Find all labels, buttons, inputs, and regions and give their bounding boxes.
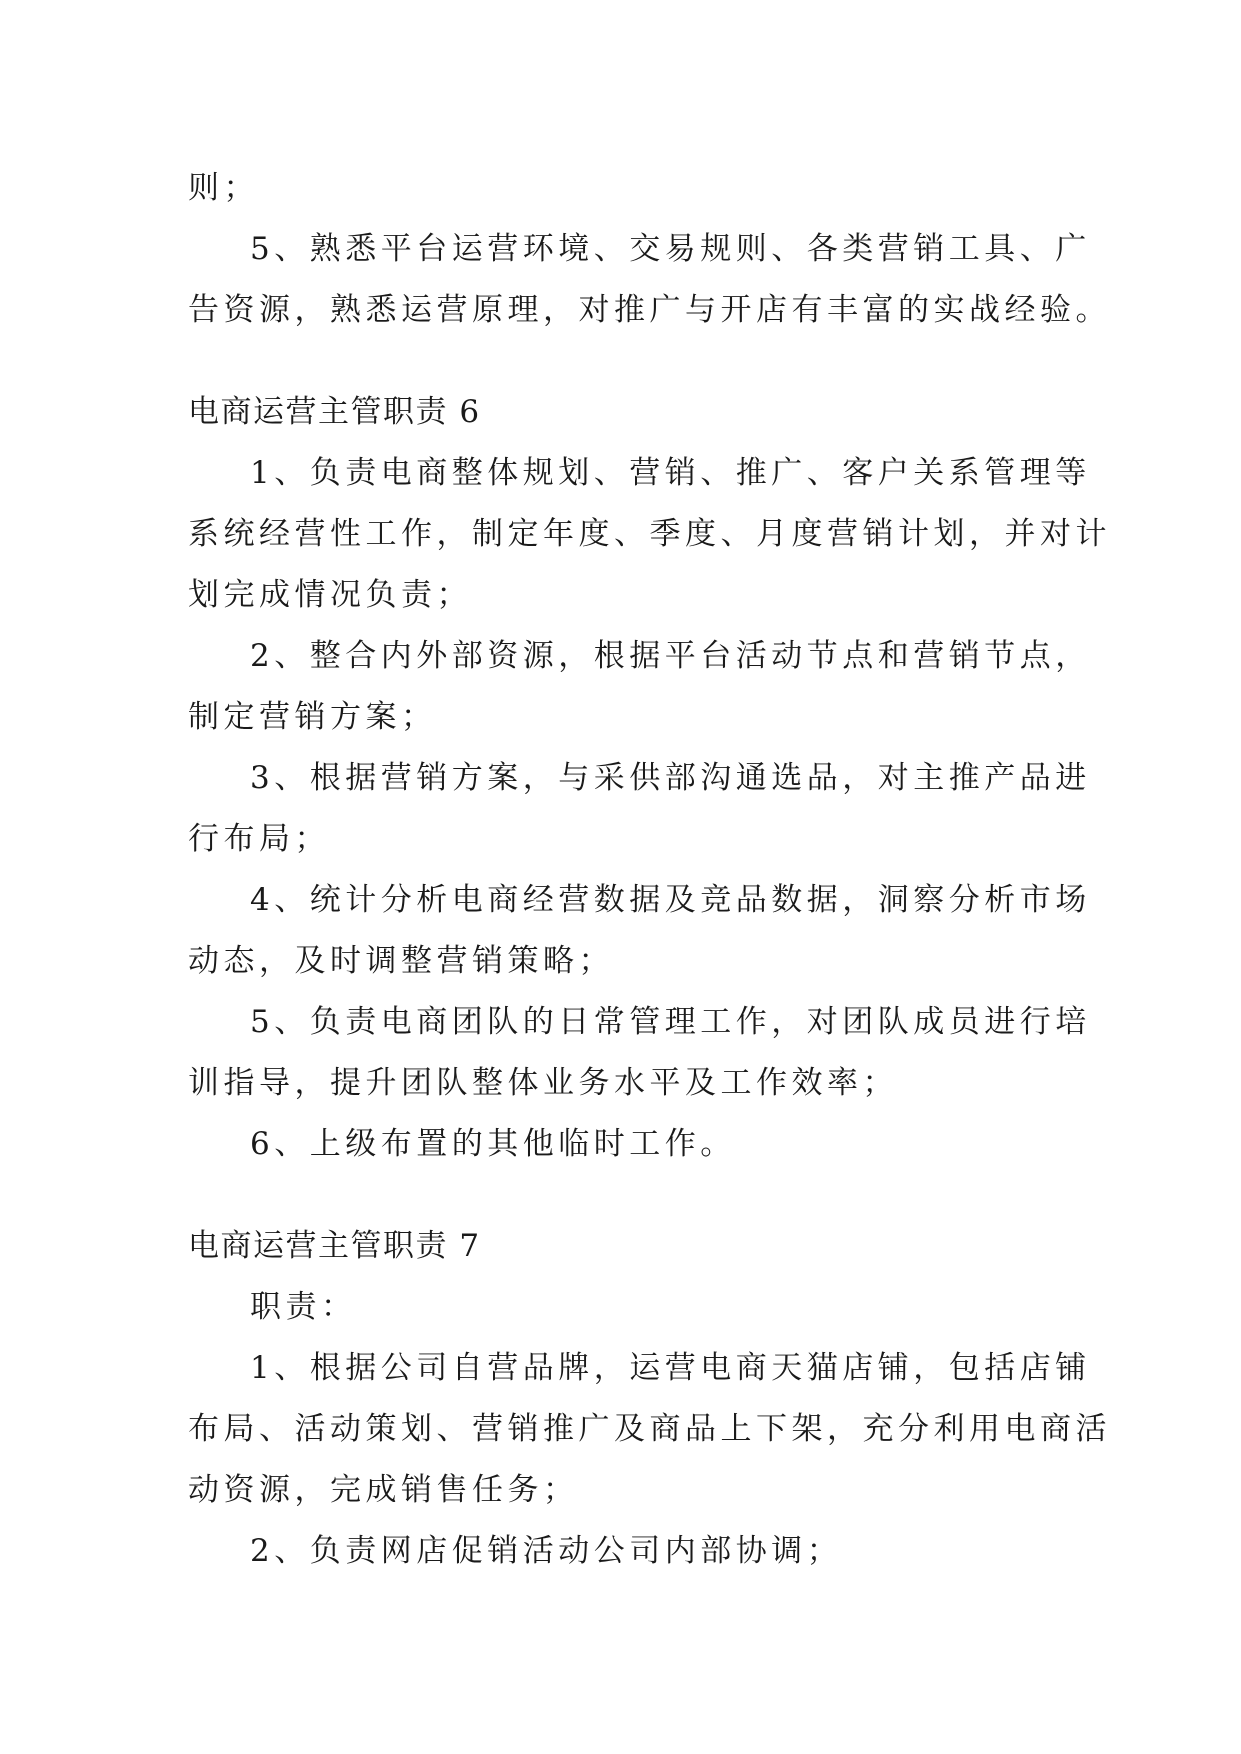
paragraph-line: 布局、活动策划、营销推广及商品上下架，充分利用电商活 [188, 1411, 1111, 1447]
paragraph-line: 5、负责电商团队的日常管理工作，对团队成员进行培 [250, 1004, 1091, 1040]
paragraph-line: 3、根据营销方案，与采供部沟通选品，对主推产品进 [250, 760, 1091, 796]
section-heading: 电商运营主管职责 6 [188, 394, 481, 430]
section-spacer [188, 1175, 1054, 1216]
paragraph-line: 告资源，熟悉运营原理，对推广与开店有丰富的实战经验。 [188, 292, 1111, 328]
paragraph-line: 则； [188, 170, 259, 206]
paragraph-line: 行布局； [188, 821, 330, 857]
paragraph-line: 5、熟悉平台运营环境、交易规则、各类营销工具、广 [250, 231, 1091, 267]
section-spacer [188, 341, 1054, 382]
section-heading: 电商运营主管职责 7 [188, 1228, 481, 1264]
paragraph-line: 训指导，提升团队整体业务水平及工作效率； [188, 1065, 898, 1101]
document-body [188, 158, 1111, 1582]
paragraph-line: 职责： [250, 1289, 357, 1325]
paragraph-line: 动态，及时调整营销策略； [188, 943, 614, 979]
paragraph-line: 1、负责电商整体规划、营销、推广、客户关系管理等 [250, 455, 1091, 491]
paragraph-line: 6、上级布置的其他临时工作。 [250, 1126, 736, 1162]
paragraph-line: 系统经营性工作，制定年度、季度、月度营销计划，并对计 [188, 516, 1111, 552]
paragraph-line: 划完成情况负责； [188, 577, 472, 613]
paragraph-line: 动资源，完成销售任务； [188, 1472, 579, 1508]
paragraph-line: 1、根据公司自营品牌，运营电商天猫店铺，包括店铺 [250, 1350, 1091, 1386]
paragraph-line: 4、统计分析电商经营数据及竞品数据，洞察分析市场 [250, 882, 1091, 918]
paragraph-line: 2、负责网店促销活动公司内部协调； [250, 1533, 843, 1569]
paragraph-line: 2、整合内外部资源，根据平台活动节点和营销节点， [250, 638, 1091, 674]
paragraph-line: 制定营销方案； [188, 699, 437, 735]
